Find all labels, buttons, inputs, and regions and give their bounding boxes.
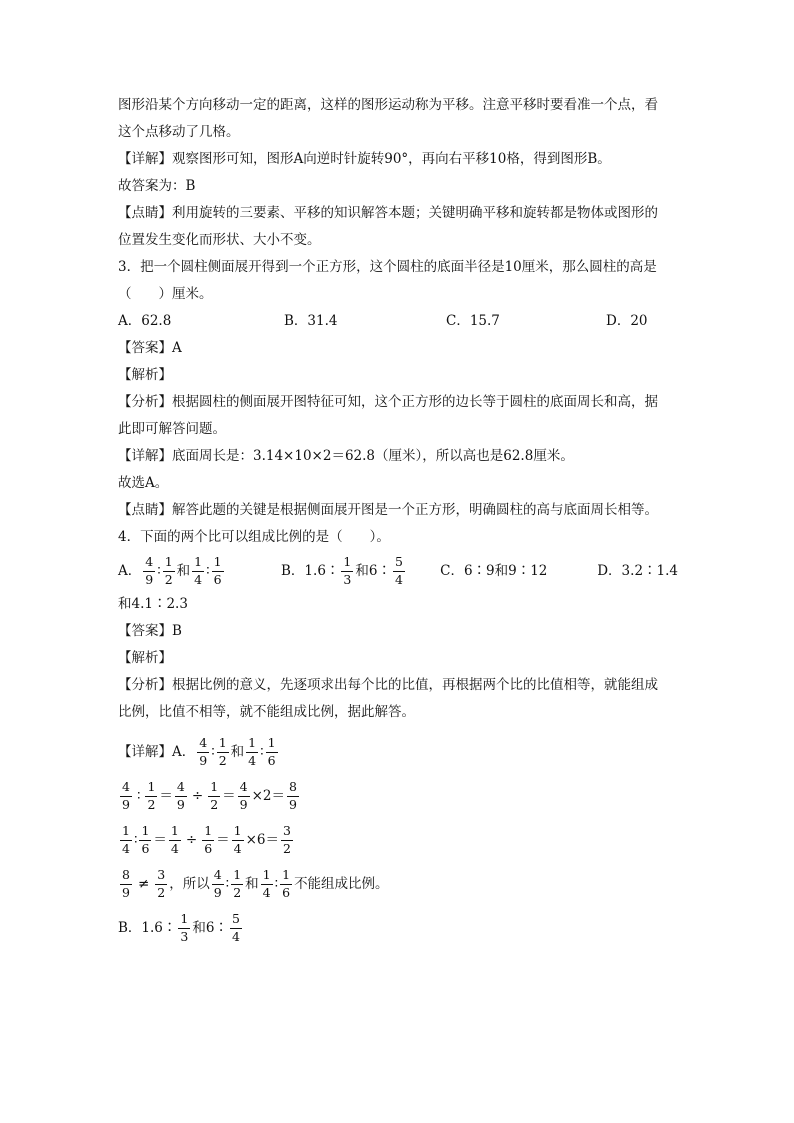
equation-line: $\frac{8}{9}$ ≠ $\frac{3}{2}$ ，所以 $\frac{4}{9}$ ∶ $\frac{1}{2}$ 和 $\frac{1}{4}$ ∶ $\frac{1}{6}$ 不能组成比例。 (122, 867, 389, 900)
tip-line: 【点睛】解答此题的关键是根据侧面展开图是一个正方形，明确圆柱的高与底面周长相等。 (118, 502, 658, 518)
fraction: $\frac{1}{4}$ (170, 823, 179, 856)
fraction: $\frac{3}{2}$ (283, 823, 291, 856)
analysis-heading: 【解析】 (118, 367, 172, 383)
option-c: C．6∶9和9∶12 (440, 563, 548, 579)
question-3-stem: 3．把一个圆柱侧面展开得到一个正方形，这个圆柱的底面半径是10厘米，那么圆柱的高是 (118, 259, 657, 275)
question-4-options (118, 551, 678, 591)
fraction: $\frac{5}{4}$ (231, 911, 240, 944)
fraction: $\frac{4}{9}$ (122, 779, 130, 812)
question-3-stem: （ ）厘米。 (118, 286, 213, 302)
text-line: 图形沿某个方向移动一定的距离，这样的图形运动称为平移。注意平移时要看准一个点，看 (118, 97, 658, 113)
fraction: $\frac{1}{4}$ (262, 867, 271, 900)
tip-line: 【点睛】利用旋转的三要素、平移的知识解答本题；关键明确平移和旋转都是物体或图形的 (118, 205, 658, 221)
fenxi-line: 【分析】根据圆柱的侧面展开图特征可知，这个正方形的边长等于圆柱的底面周长和高，据 (118, 394, 658, 410)
fraction: $\frac{1}{6}$ (141, 823, 150, 856)
fraction: $\frac{1}{4}$ (233, 823, 242, 856)
fraction: $\frac{1}{6}$ (213, 554, 222, 587)
answer-line: 【答案】B (118, 623, 182, 639)
fraction: $\frac{1}{2}$ (164, 554, 173, 587)
answer-line: 故答案为：B (118, 178, 196, 194)
option-b: B．1.6∶ $\frac{1}{3}$ 和6∶ $\frac{5}{4}$ (281, 554, 403, 587)
analysis-heading: 【解析】 (118, 650, 172, 666)
detail-b-heading: B．1.6∶ $\frac{1}{3}$ 和6∶ $\frac{5}{4}$ (118, 911, 240, 944)
fraction: $\frac{1}{2}$ (218, 735, 227, 768)
fraction: $\frac{4}{9}$ (145, 554, 154, 587)
fraction: $\frac{4}{9}$ (239, 779, 248, 812)
option-d-continued: 和4.1∶2.3 (118, 596, 188, 612)
fenxi-line: 此即可解答问题。 (118, 421, 226, 437)
fraction: $\frac{1}{4}$ (194, 554, 203, 587)
option-b: B．31.4 (284, 313, 338, 329)
answer-line: 【答案】A (118, 340, 182, 356)
fraction: $\frac{1}{6}$ (267, 735, 276, 768)
fraction: $\frac{1}{6}$ (204, 823, 213, 856)
fraction: $\frac{1}{3}$ (180, 911, 189, 944)
fraction: $\frac{3}{2}$ (157, 867, 166, 900)
fraction: $\frac{1}{4}$ (248, 735, 257, 768)
fraction: $\frac{4}{9}$ (176, 779, 185, 812)
question-3-options (118, 308, 678, 335)
fraction: $\frac{1}{2}$ (233, 867, 242, 900)
tip-line: 位置发生变化而形状、大小不变。 (118, 232, 321, 248)
detail-line: 【详解】观察图形可知，图形A向逆时针旋转90°，再向右平移10格，得到图形B。 (118, 151, 611, 167)
fraction: $\frac{1}{6}$ (282, 867, 291, 900)
option-d: D．20 (606, 313, 648, 329)
fraction: $\frac{5}{4}$ (394, 554, 403, 587)
option-a: A．62.8 (118, 313, 172, 329)
fraction: $\frac{1}{4}$ (122, 823, 130, 856)
option-d: D．3.2∶1.4 (597, 563, 678, 579)
choose-line: 故选A。 (118, 475, 169, 491)
fraction: $\frac{8}{9}$ (122, 867, 130, 900)
fenxi-line: 【分析】根据比例的意义，先逐项求出每个比的比值，再根据两个比的比值相等，就能组成 (118, 677, 658, 693)
equation-line: $\frac{1}{4}$ ∶ $\frac{1}{6}$ ＝ $\frac{1}{4}$ ÷ $\frac{1}{6}$ ＝ $\frac{1}{4}$ ×6＝ $\frac{3}{2}$ (122, 823, 291, 856)
fraction: $\frac{4}{9}$ (199, 735, 208, 768)
equation-line: $\frac{4}{9}$ ∶ $\frac{1}{2}$ ＝ $\frac{4}{9}$ ÷ $\frac{1}{2}$ ＝ $\frac{4}{9}$ ×2＝ $\frac{8}{9}$ (122, 779, 297, 812)
fraction: $\frac{4}{9}$ (213, 867, 222, 900)
document-page (118, 92, 678, 950)
question-4-stem: 4．下面的两个比可以组成比例的是（ ）。 (118, 529, 390, 545)
fraction: $\frac{1}{3}$ (343, 554, 352, 587)
fraction: $\frac{8}{9}$ (289, 779, 297, 812)
option-c: C．15.7 (446, 313, 500, 329)
text-line: 这个点移动了几格。 (118, 124, 240, 140)
fenxi-line: 比例，比值不相等，就不能组成比例，据此解答。 (118, 704, 415, 720)
detail-line: 【详解】底面周长是：3.14×10×2＝62.8（厘米），所以高也是62.8厘米。 (118, 448, 574, 464)
fraction: $\frac{1}{2}$ (210, 779, 219, 812)
fraction: $\frac{1}{2}$ (147, 779, 156, 812)
option-a: A． $\frac{4}{9}$ ∶ $\frac{1}{2}$ 和 $\frac{1}{4}$ ∶ $\frac{1}{6}$ (118, 554, 222, 587)
detail-a-heading: 【详解】A． $\frac{4}{9}$ ∶ $\frac{1}{2}$ 和 $\frac{1}{4}$ ∶ $\frac{1}{6}$ (118, 735, 276, 768)
